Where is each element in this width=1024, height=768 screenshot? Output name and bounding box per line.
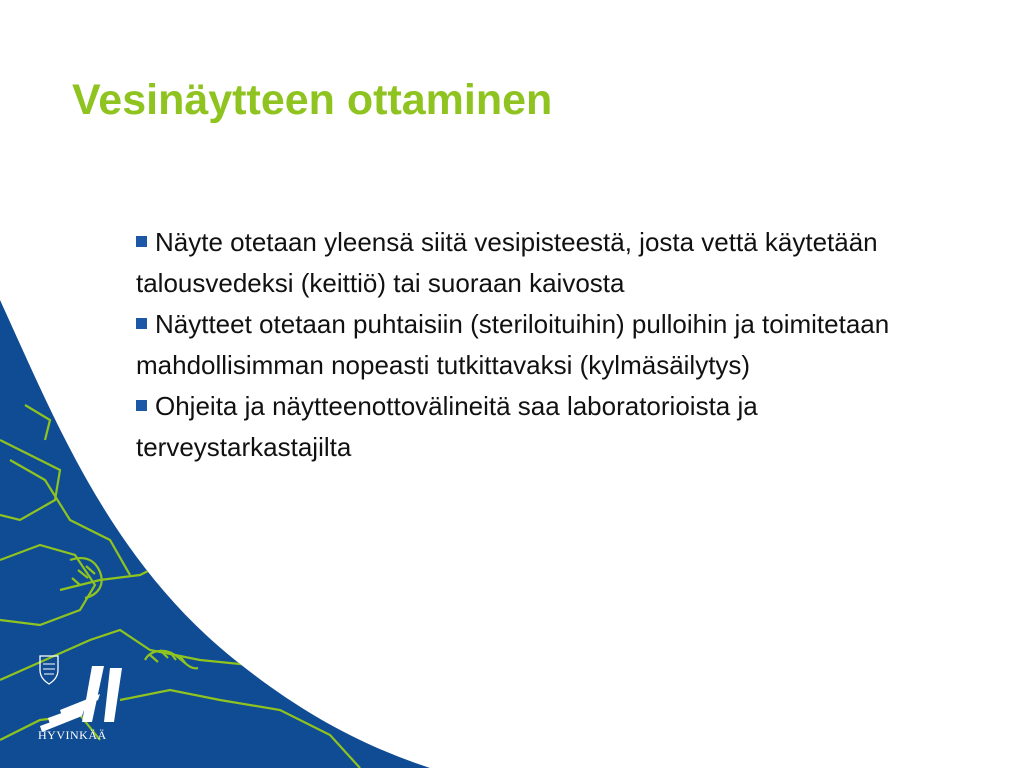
square-bullet-icon [136, 236, 147, 247]
bullet-item [136, 386, 976, 468]
bullet-list [136, 222, 976, 468]
bullet-item [136, 304, 976, 386]
bullet-item [136, 222, 976, 304]
hyvinkaa-coat-of-arms-icon [40, 656, 58, 684]
logo-text: HYVINKÄÄ [38, 728, 107, 742]
hyvinkaa-emblem-icon [40, 666, 122, 732]
bullet-text: Näytteet otetaan puhtaisiin (steriloituihin) pulloihin ja toimitetaan mahdollisimman nopeasti tutkittavaksi (kylmäsäilytys) [136, 309, 890, 380]
square-bullet-icon [136, 318, 147, 329]
square-bullet-icon [136, 400, 147, 411]
slide-title: Vesinäytteen ottaminen [72, 76, 553, 124]
bullet-text: Ohjeita ja näytteenottovälineitä saa laboratorioista ja terveystarkastajilta [136, 391, 758, 462]
bullet-text: Näyte otetaan yleensä siitä vesipisteestä, josta vettä käytetään talousvedeksi (keittiö) tai suoraan kaivosta [136, 227, 878, 298]
